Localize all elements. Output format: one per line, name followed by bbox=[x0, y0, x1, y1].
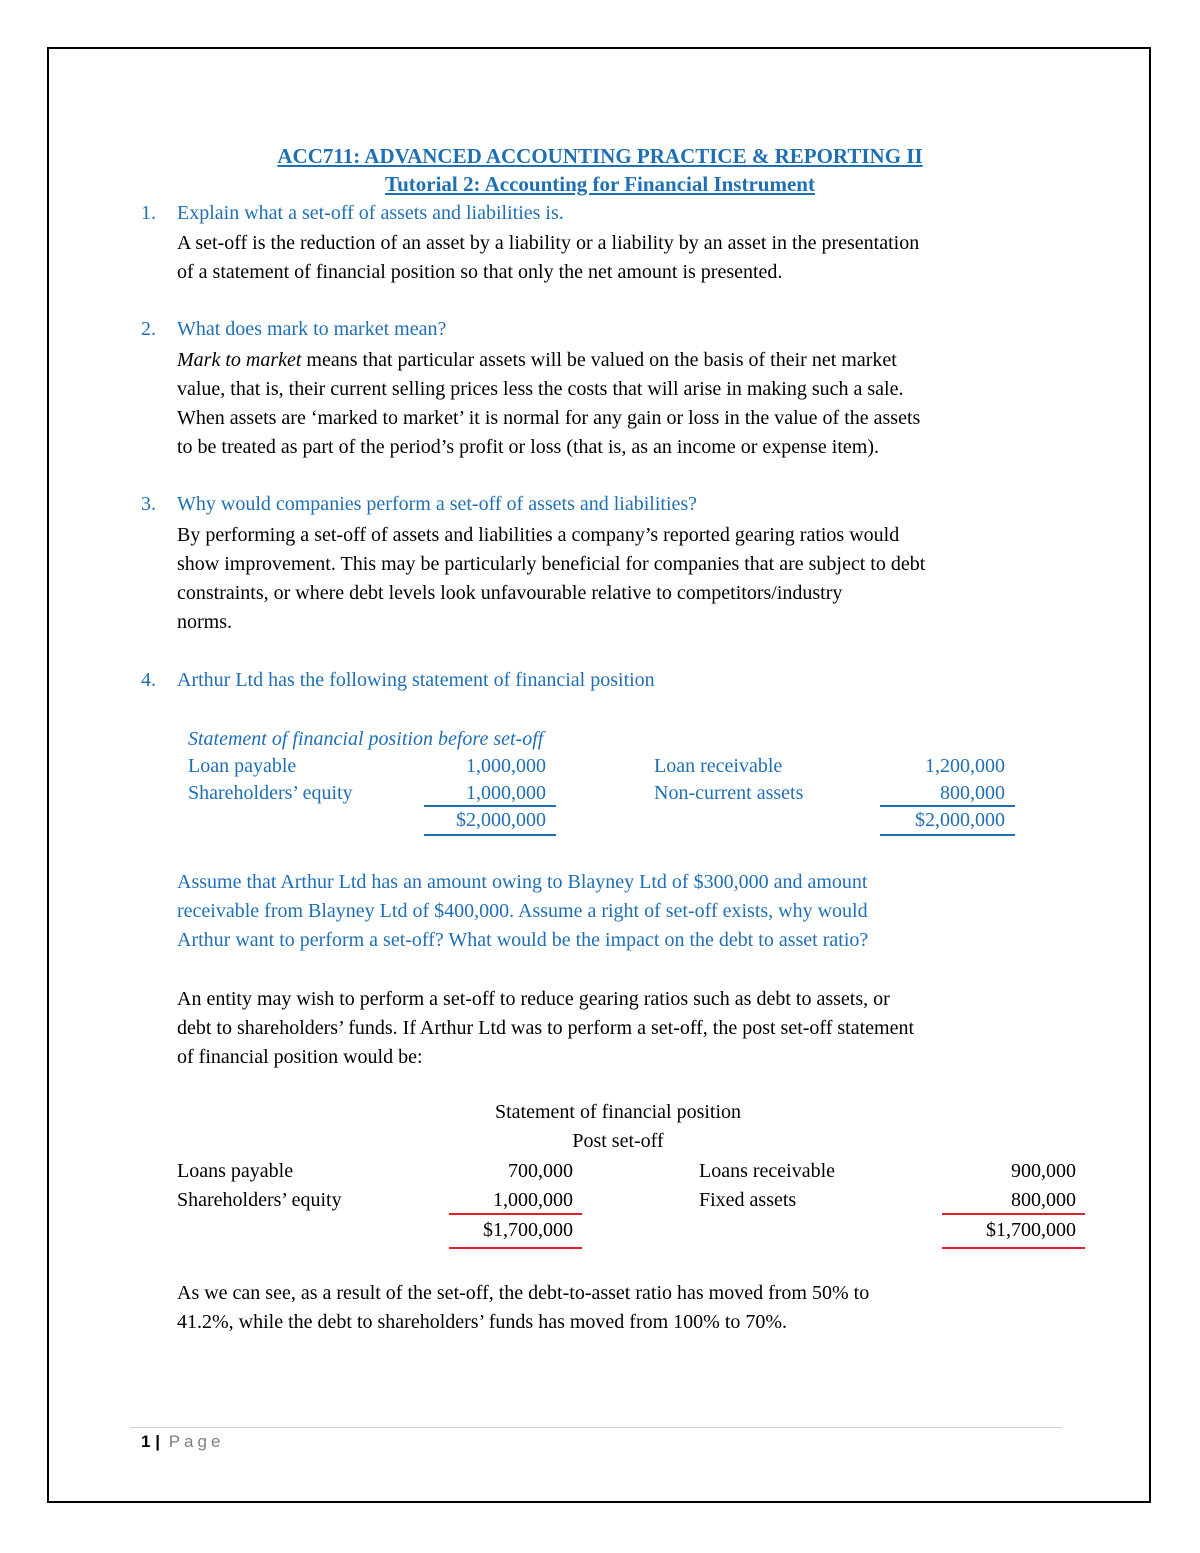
table-before-left-label-1: Loan payable bbox=[188, 755, 297, 777]
question-3-number: 3. bbox=[141, 493, 156, 515]
answer-3-line-1: By performing a set-off of assets and liabilities a company’s reported gearing ratios would bbox=[177, 524, 900, 546]
table-after-left-label-2: Shareholders’ equity bbox=[177, 1189, 342, 1211]
table-after-heading-1: Statement of financial position bbox=[494, 1101, 742, 1123]
table-before-right-value-1: 1,200,000 bbox=[925, 755, 1005, 777]
question-2-text: What does mark to market mean? bbox=[177, 318, 447, 340]
page-label: Page bbox=[168, 1432, 225, 1451]
table-before-left-total: $2,000,000 bbox=[424, 809, 556, 836]
table-after-left-label-1: Loans payable bbox=[177, 1160, 294, 1182]
table-before-heading: Statement of financial position before set-off bbox=[188, 728, 544, 750]
table-after-right-label-1: Loans receivable bbox=[699, 1160, 836, 1182]
conclusion-line-2: 41.2%, while the debt to shareholders’ funds has moved from 100% to 70%. bbox=[177, 1311, 788, 1333]
page-number: 1 bbox=[141, 1432, 151, 1451]
assume-line-3: Arthur want to perform a set-off? What would be the impact on the debt to asset ratio? bbox=[177, 929, 869, 951]
table-before-right-total: $2,000,000 bbox=[880, 809, 1015, 836]
table-after-right-label-2: Fixed assets bbox=[699, 1189, 797, 1211]
document-subtitle: Tutorial 2: Accounting for Financial Instrument bbox=[385, 172, 815, 196]
question-1-number: 1. bbox=[141, 202, 156, 224]
assume-line-1: Assume that Arthur Ltd has an amount owing to Blayney Ltd of $300,000 and amount bbox=[177, 871, 868, 893]
answer-3-line-4: norms. bbox=[177, 611, 232, 633]
assume-line-2: receivable from Blayney Ltd of $400,000. Assume a right of set-off exists, why would bbox=[177, 900, 868, 922]
question-1-text: Explain what a set-off of assets and liabilities is. bbox=[177, 202, 564, 224]
question-4-number: 4. bbox=[141, 669, 156, 691]
entity-line-1: An entity may wish to perform a set-off to reduce gearing ratios such as debt to assets, or bbox=[177, 988, 890, 1010]
table-after-left-value-1: 700,000 bbox=[508, 1160, 573, 1182]
document-title: ACC711: ADVANCED ACCOUNTING PRACTICE & REPORTING II bbox=[277, 144, 923, 168]
page-footer bbox=[141, 1432, 224, 1452]
table-after-heading-2: Post set-off bbox=[572, 1130, 664, 1152]
question-3-text: Why would companies perform a set-off of assets and liabilities? bbox=[177, 493, 698, 515]
table-before-right-value-2: 800,000 bbox=[880, 782, 1015, 807]
footer-divider bbox=[130, 1427, 1062, 1428]
entity-line-2: debt to shareholders’ funds. If Arthur Ltd was to perform a set-off, the post set-off statement bbox=[177, 1017, 915, 1039]
table-before-left-value-1: 1,000,000 bbox=[466, 755, 546, 777]
answer-2-italic-term: Mark to market bbox=[177, 349, 302, 371]
answer-1-line-1: A set-off is the reduction of an asset by a liability or a liability by an asset in the presentation bbox=[177, 232, 920, 254]
answer-3-line-3: constraints, or where debt levels look unfavourable relative to competitors/industry bbox=[177, 582, 843, 604]
conclusion-line-1: As we can see, as a result of the set-off, the debt-to-asset ratio has moved from 50% to bbox=[177, 1282, 870, 1304]
page-separator: | bbox=[155, 1432, 160, 1451]
question-4-text: Arthur Ltd has the following statement of financial position bbox=[177, 669, 655, 691]
table-before-left-label-2: Shareholders’ equity bbox=[188, 782, 353, 804]
table-after-right-value-2: 800,000 bbox=[942, 1189, 1085, 1215]
table-after-right-total: $1,700,000 bbox=[942, 1219, 1085, 1249]
table-before-right-label-1: Loan receivable bbox=[654, 755, 783, 777]
answer-2-line-1-rest: means that particular assets will be valued on the basis of their net market bbox=[301, 349, 897, 371]
entity-line-3: of financial position would be: bbox=[177, 1046, 423, 1068]
answer-1-line-2: of a statement of financial position so that only the net amount is presented. bbox=[177, 261, 783, 283]
answer-2-line-2: value, that is, their current selling prices less the costs that will arise in making such a sale. bbox=[177, 378, 904, 400]
answer-2-line-3: When assets are ‘marked to market’ it is normal for any gain or loss in the value of the assets bbox=[177, 407, 921, 429]
question-2-number: 2. bbox=[141, 318, 156, 340]
table-before-right-label-2: Non-current assets bbox=[654, 782, 804, 804]
answer-3-line-2: show improvement. This may be particularly beneficial for companies that are subject to debt bbox=[177, 553, 926, 575]
table-before-left-value-2: 1,000,000 bbox=[424, 782, 556, 807]
answer-2-line-1 bbox=[177, 346, 897, 375]
table-after-left-total: $1,700,000 bbox=[449, 1219, 582, 1249]
table-after-left-value-2: 1,000,000 bbox=[449, 1189, 582, 1215]
table-after-right-value-1: 900,000 bbox=[1011, 1160, 1076, 1182]
answer-2-line-4: to be treated as part of the period’s profit or loss (that is, as an income or expense item). bbox=[177, 436, 880, 458]
